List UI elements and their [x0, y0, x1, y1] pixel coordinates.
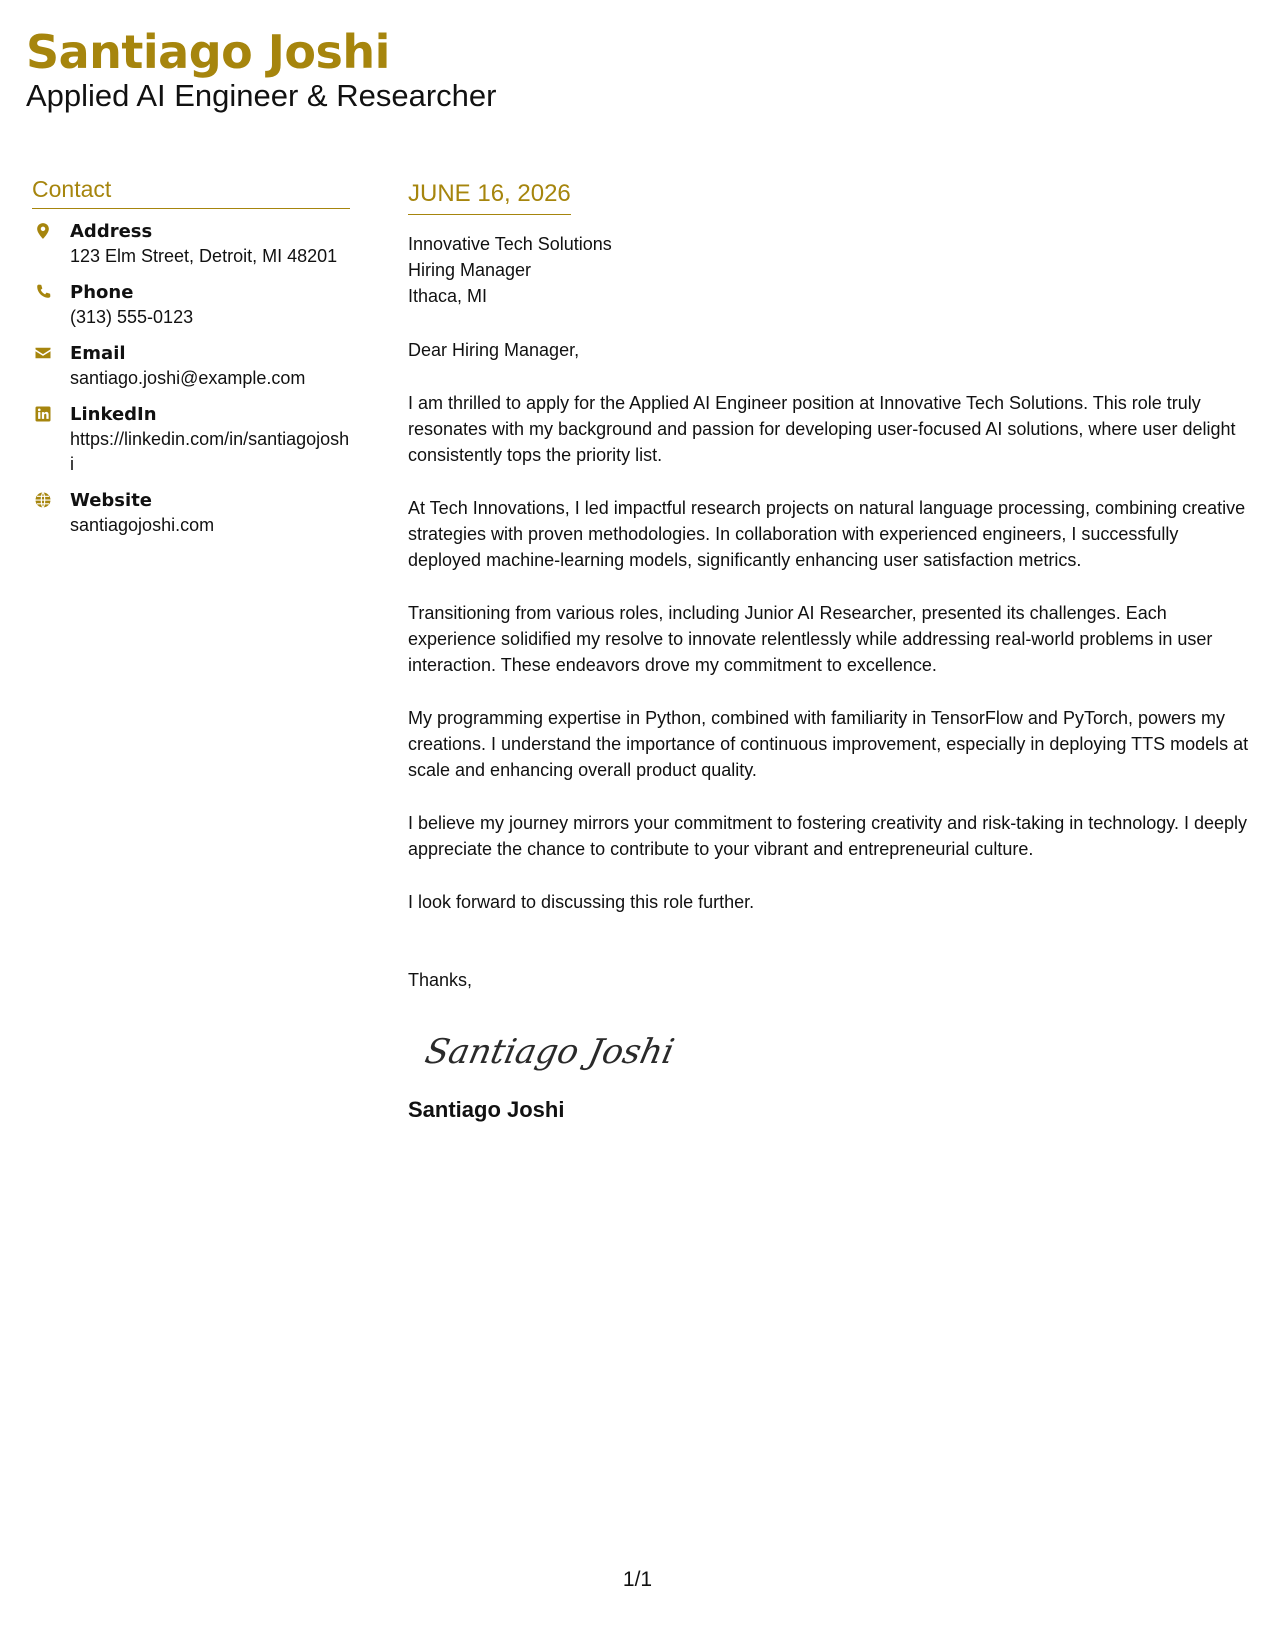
- letter-paragraph: My programming expertise in Python, combined with familiarity in TensorFlow and PyTorch, powers my creations. I understand the importance of continuous improvement, especially in deploying TTS models at scale and enhancing overall product quality.: [408, 708, 1249, 780]
- letter-body: [408, 176, 1253, 1125]
- applicant-name: Santiago Joshi: [26, 25, 390, 79]
- recipient-location: Ithaca, MI: [408, 286, 488, 306]
- contact-section-title: Contact: [32, 172, 350, 209]
- contact-item-phone: [32, 280, 350, 330]
- contact-label: Address: [70, 221, 153, 242]
- contact-label: Phone: [70, 282, 134, 303]
- letter-date: JUNE 16, 2026: [408, 176, 571, 215]
- signed-name: Santiago Joshi: [408, 1097, 565, 1122]
- contact-value: 123 Elm Street, Detroit, MI 48201: [70, 246, 338, 266]
- phone-icon: [34, 283, 52, 301]
- page-number: 1/1: [622, 1568, 653, 1591]
- contact-sidebar: [32, 172, 350, 549]
- recipient-block: [408, 231, 1253, 309]
- letter-paragraph: Transitioning from various roles, including Junior AI Researcher, presented its challenges. Each experience solidified my resolve to innovate relentlessly while addressing real-world problems in user interaction. These endeavors drove my commitment to excellence.: [408, 603, 1213, 675]
- contact-list: [32, 219, 350, 538]
- globe-icon: [34, 491, 52, 509]
- contact-label: LinkedIn: [70, 404, 157, 425]
- letter-paragraph: I am thrilled to apply for the Applied AI Engineer position at Innovative Tech Solutions. This role truly resonates with my background and passion for developing user-focused AI solutions, where user delight consistently tops the priority list.: [408, 393, 1236, 465]
- svg-text:Santiago Joshi: Santiago Joshi: [421, 1032, 678, 1072]
- recipient-title: Hiring Manager: [408, 260, 532, 280]
- contact-item-address: [32, 219, 350, 269]
- greeting: Dear Hiring Manager,: [408, 340, 580, 360]
- closing: Thanks,: [408, 970, 473, 990]
- map-pin-icon: [34, 222, 52, 240]
- contact-item-linkedin: [32, 402, 350, 477]
- letter-paragraph: I believe my journey mirrors your commitment to fostering creativity and risk-taking in technology. I deeply appreciate the chance to contribute to your vibrant and entrepreneurial culture.: [408, 813, 1248, 859]
- applicant-headline: Applied AI Engineer & Researcher: [26, 78, 497, 113]
- contact-value: (313) 555-0123: [70, 307, 194, 327]
- handwritten-signature: [420, 1023, 680, 1079]
- letter-paragraph: I look forward to discussing this role further.: [408, 892, 755, 912]
- contact-label: Website: [70, 490, 153, 511]
- contact-item-email: [32, 341, 350, 391]
- contact-value: santiago.joshi@example.com: [70, 368, 306, 388]
- contact-value: https://linkedin.com/in/santiagojoshi: [70, 429, 350, 474]
- recipient-company: Innovative Tech Solutions: [408, 234, 612, 254]
- letter-header: [26, 20, 496, 114]
- letter-paragraph: At Tech Innovations, I led impactful research projects on natural language processing, combining creative strategies with proven methodologies. In collaboration with experienced engineers, I successfully deployed machine-learning models, significantly enhancing user satisfaction metrics.: [408, 498, 1246, 570]
- contact-value: santiagojoshi.com: [70, 515, 215, 535]
- envelope-icon: [34, 344, 52, 362]
- linkedin-icon: [34, 405, 52, 423]
- contact-item-website: [32, 488, 350, 538]
- contact-label: Email: [70, 343, 126, 364]
